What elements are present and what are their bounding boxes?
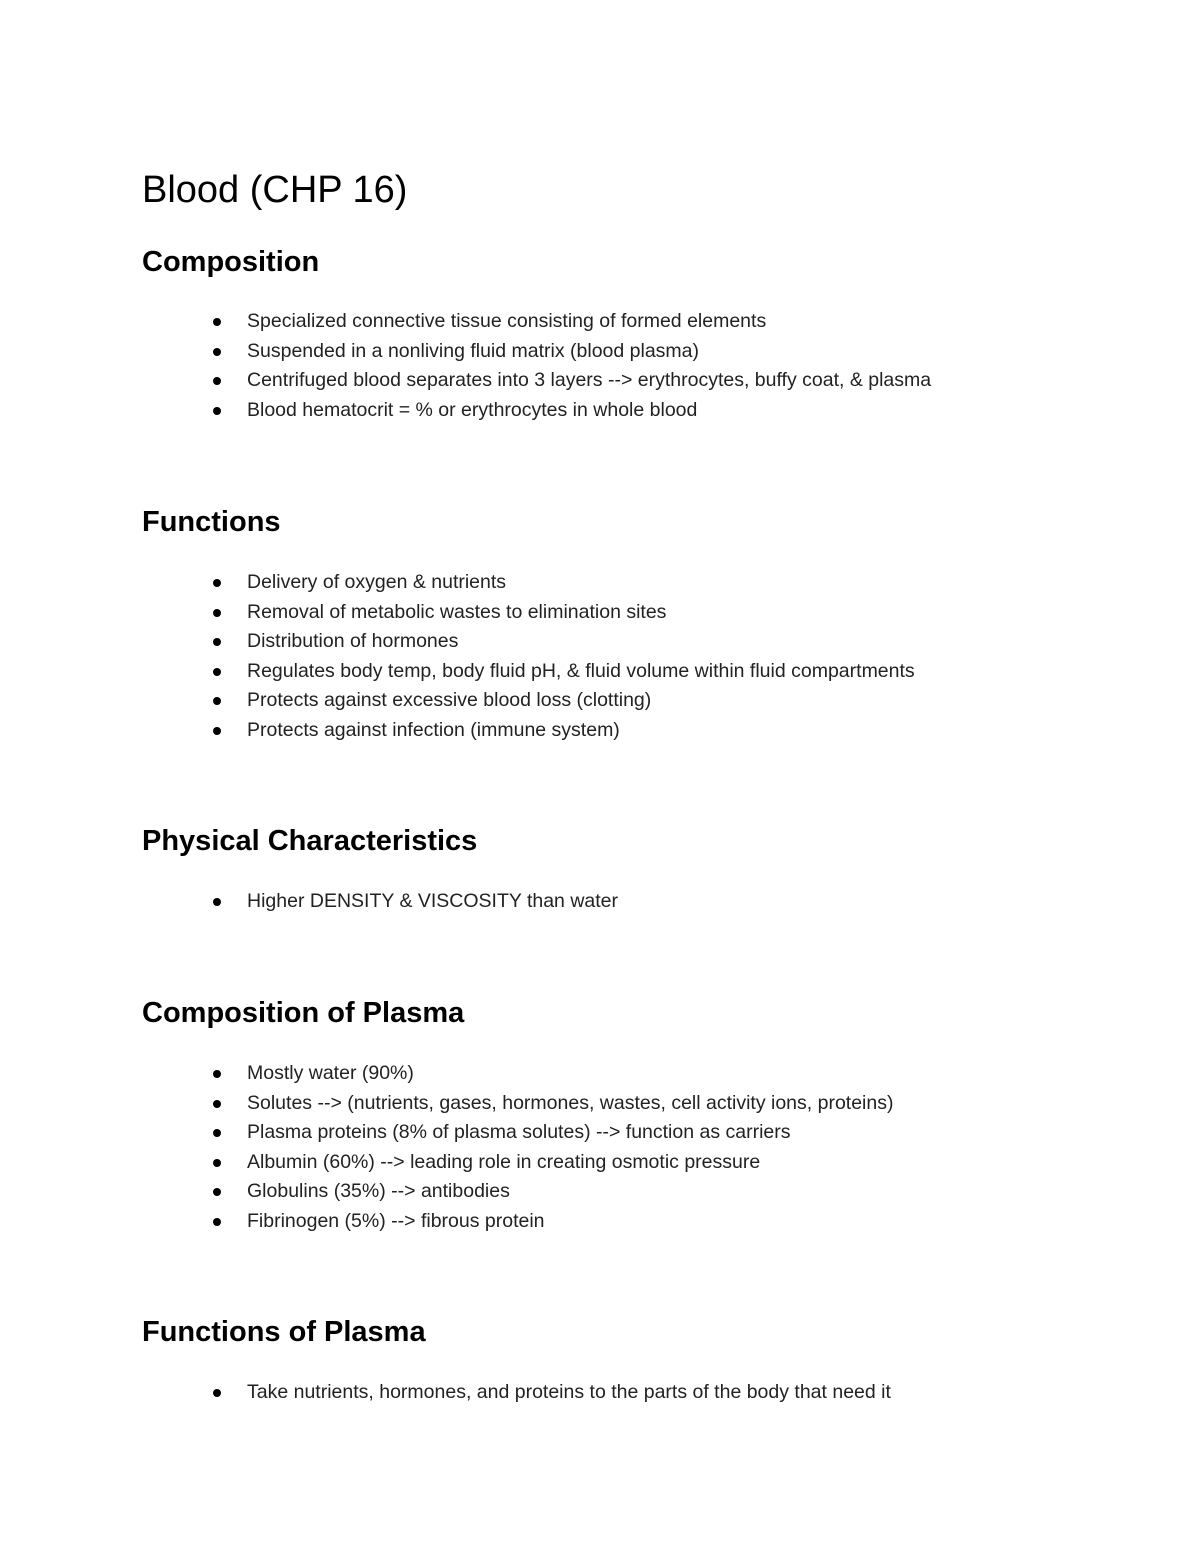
bullet-icon — [213, 1389, 221, 1397]
functions-of-plasma-list — [0, 1378, 891, 1408]
list-item: Specialized connective tissue consisting of formed elements — [0, 307, 931, 337]
section-heading-functions-of-plasma: Functions of Plasma — [142, 1316, 426, 1348]
bullet-icon — [213, 377, 221, 385]
list-item: Suspended in a nonliving fluid matrix (blood plasma) — [0, 337, 931, 367]
bullet-icon — [213, 348, 221, 356]
list-item: Blood hematocrit = % or erythrocytes in whole blood — [0, 396, 931, 426]
bullet-icon — [213, 697, 221, 705]
bullet-icon — [213, 727, 221, 735]
list-item: Protects against infection (immune system) — [0, 716, 915, 746]
section-heading-composition: Composition — [142, 246, 320, 278]
physical-characteristics-list — [0, 887, 618, 917]
bullet-icon — [213, 1070, 221, 1078]
list-item: Mostly water (90%) — [0, 1059, 893, 1089]
list-item: Globulins (35%) --> antibodies — [0, 1177, 893, 1207]
bullet-icon — [213, 407, 221, 415]
bullet-icon — [213, 1159, 221, 1167]
bullet-icon — [213, 668, 221, 676]
bullet-icon — [213, 609, 221, 617]
document-title: Blood (CHP 16) — [142, 169, 408, 211]
section-heading-functions: Functions — [142, 506, 281, 538]
functions-list — [0, 568, 915, 745]
bullet-icon — [213, 318, 221, 326]
list-item: Centrifuged blood separates into 3 layers --> erythrocytes, buffy coat, & plasma — [0, 366, 931, 396]
bullet-icon — [213, 1218, 221, 1226]
list-item: Distribution of hormones — [0, 627, 915, 657]
composition-list — [0, 307, 931, 425]
list-item: Albumin (60%) --> leading role in creating osmotic pressure — [0, 1148, 893, 1178]
composition-of-plasma-list — [0, 1059, 893, 1236]
bullet-icon — [213, 1100, 221, 1108]
list-item: Fibrinogen (5%) --> fibrous protein — [0, 1207, 893, 1237]
list-item: Higher DENSITY & VISCOSITY than water — [0, 887, 618, 917]
list-item: Protects against excessive blood loss (clotting) — [0, 686, 915, 716]
bullet-icon — [213, 898, 221, 906]
bullet-icon — [213, 1188, 221, 1196]
section-heading-physical-characteristics: Physical Characteristics — [142, 825, 478, 857]
bullet-icon — [213, 638, 221, 646]
list-item: Take nutrients, hormones, and proteins to the parts of the body that need it — [0, 1378, 891, 1408]
section-heading-composition-of-plasma: Composition of Plasma — [142, 997, 465, 1029]
list-item: Solutes --> (nutrients, gases, hormones, wastes, cell activity ions, proteins) — [0, 1089, 893, 1119]
bullet-icon — [213, 1129, 221, 1137]
list-item: Plasma proteins (8% of plasma solutes) --> function as carriers — [0, 1118, 893, 1148]
list-item: Regulates body temp, body fluid pH, & fluid volume within fluid compartments — [0, 657, 915, 687]
list-item: Removal of metabolic wastes to elimination sites — [0, 598, 915, 628]
bullet-icon — [213, 579, 221, 587]
list-item: Delivery of oxygen & nutrients — [0, 568, 915, 598]
